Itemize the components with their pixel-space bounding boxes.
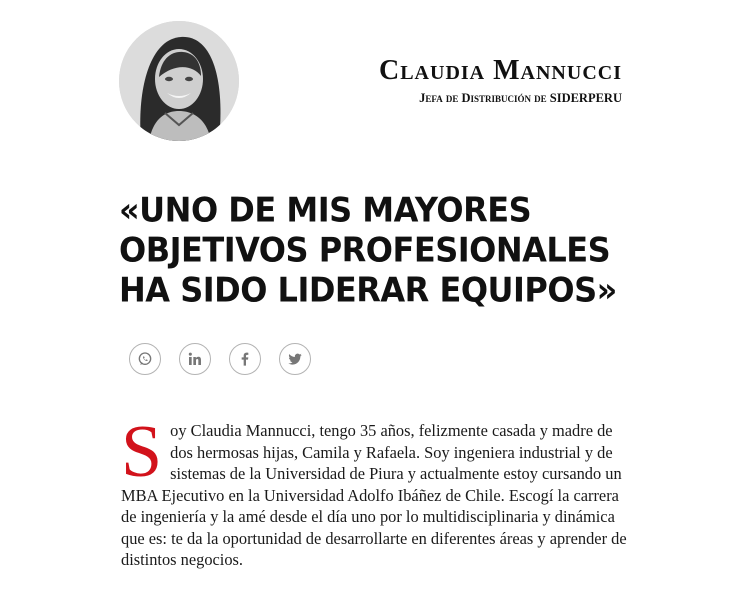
share-bar	[129, 343, 311, 375]
facebook-icon	[237, 351, 253, 367]
person-portrait-icon	[119, 21, 239, 141]
twitter-icon	[287, 351, 303, 367]
article-body	[121, 411, 627, 571]
article-headline: «UNO DE MIS MAYORES OBJETIVOS PROFESIONALES HA SIDO LIDERAR EQUIPOS»	[119, 190, 617, 310]
author-role: Jefa de Distribución de SIDERPERU	[419, 91, 622, 105]
drop-cap: S	[121, 411, 163, 493]
share-twitter-button[interactable]	[279, 343, 311, 375]
share-linkedin-button[interactable]	[179, 343, 211, 375]
article-body-text: oy Claudia Mannucci, tengo 35 años, felizmente casada y madre de dos hermosas hijas, Camila y Rafaela. Soy ingeniera industrial y de sistemas de la Universidad de Piura y actualmente estoy cursando un MBA Ejecutivo en la Universidad Adolfo Ibáñez de Chile. Escogí la carrera de ingeniería y la amé desde el día uno por lo multidisciplinaria y dinámica que es: te da la oportunidad de desarrollarte en diferentes áreas y aprender de distintos negocios.	[121, 421, 627, 569]
share-whatsapp-button[interactable]	[129, 343, 161, 375]
whatsapp-icon	[137, 351, 153, 367]
author-name: Claudia Mannucci	[379, 55, 622, 86]
share-facebook-button[interactable]	[229, 343, 261, 375]
linkedin-icon	[187, 351, 203, 367]
author-avatar	[119, 21, 239, 141]
